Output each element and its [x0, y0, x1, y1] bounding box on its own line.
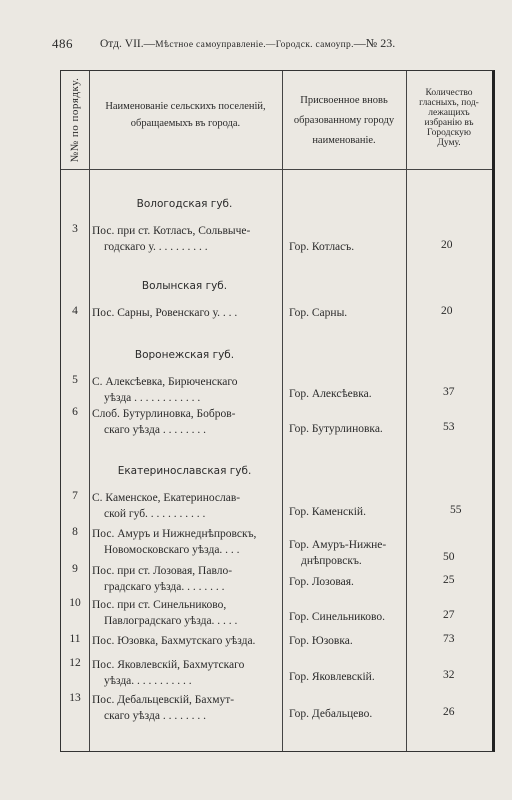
- section-title: Вологодская губ.: [136, 198, 233, 210]
- section-title: Воронежская губ.: [134, 349, 235, 361]
- row-new-name: Гор. Синельниково.: [289, 611, 385, 623]
- header-new-name: [282, 91, 406, 151]
- running-head-part: Мѣстное самоуправленіе.—Городск. самоупр.: [155, 40, 354, 50]
- page-number: 486: [52, 36, 73, 51]
- row-count: 25: [443, 574, 455, 586]
- row-new-name: Гор. Каменскій.: [289, 506, 366, 518]
- column-rule: [89, 71, 90, 751]
- row-new-name: Гор. Яковлевскій.: [289, 671, 375, 683]
- row-new-name: Гор. Амуръ-Нижне- днѣпровскъ.: [289, 539, 387, 567]
- section-title: Волынская губ.: [141, 280, 228, 292]
- row-number: 3: [72, 223, 78, 235]
- row-count: 26: [443, 706, 455, 718]
- row-number: 12: [69, 657, 81, 669]
- header-line: гласныхъ, под-: [419, 97, 479, 108]
- row-name: Пос. Юзовка, Бахмутскаго уѣзда.: [92, 635, 256, 647]
- row-number: 4: [72, 305, 78, 317]
- row-number: 5: [72, 374, 78, 386]
- header-num: №№ по порядку.: [69, 77, 81, 163]
- row-number: 6: [72, 406, 78, 418]
- row-number: 10: [69, 597, 81, 609]
- header-line: Присвоенное вновь: [300, 95, 388, 106]
- header-line: лежащихъ: [428, 107, 470, 118]
- header-line: избранію въ: [424, 117, 474, 128]
- row-new-name: Гор. Сарны.: [289, 307, 348, 319]
- row-number: 13: [69, 692, 81, 704]
- header-line: наименованіе.: [312, 134, 376, 146]
- row-number: 11: [69, 633, 81, 645]
- row-name: Пос. Дебальцевскій, Бахмут- скаго уѣзда . . . . . . . .: [92, 694, 235, 722]
- row-name: С. Алексѣевка, Бирюченскаго уѣзда . . . . . . . . . . . .: [92, 376, 238, 404]
- row-new-name: Гор. Бутурлиновка.: [289, 423, 383, 435]
- row-count: 55: [450, 504, 462, 516]
- header-line: Городскую: [426, 127, 471, 138]
- row-new-name: Гор. Дебальцево.: [289, 708, 373, 720]
- row-count: 73: [443, 633, 455, 645]
- header-name: [89, 99, 282, 133]
- running-head: [100, 36, 395, 51]
- row-name: Слоб. Бутурлиновка, Бобров- скаго уѣзда . . . . . . . .: [92, 408, 236, 436]
- header-rule: [61, 169, 492, 170]
- page-header: [0, 36, 512, 56]
- row-number: 9: [72, 563, 78, 575]
- row-new-name: Гор. Лозовая.: [289, 576, 354, 588]
- row-name: Пос. Амуръ и Нижнеднѣпровскъ, Новомосковскаго уѣзда. . . .: [92, 528, 257, 556]
- row-name: Пос. Сарны, Ровенскаго у. . . .: [92, 307, 238, 319]
- row-count: 37: [443, 386, 455, 398]
- running-head-part: —№ 23.: [353, 36, 396, 50]
- row-count: 20: [441, 305, 453, 317]
- row-new-name: Гор. Алексѣевка.: [289, 388, 372, 400]
- header-line: обращаемыхъ въ города.: [130, 117, 241, 129]
- row-number: 7: [72, 490, 78, 502]
- column-rule: [406, 71, 407, 751]
- section-title: Екатеринославская губ.: [117, 465, 252, 477]
- row-new-name: Гор. Котласъ.: [289, 241, 355, 253]
- header-line: Наименованіе сельскихъ поселеній,: [105, 101, 266, 112]
- row-name: С. Каменское, Екатеринослав- ской губ. . . . . . . . . . .: [92, 492, 241, 520]
- row-name: Пос. при ст. Котласъ, Сольвыче- годскаго у. . . . . . . . . .: [92, 225, 251, 253]
- row-count: 27: [443, 609, 455, 621]
- row-count: 20: [441, 239, 453, 251]
- row-count: 53: [443, 421, 455, 433]
- row-number: 8: [72, 526, 78, 538]
- header-count: [406, 89, 492, 149]
- running-head-part: Отд. VII.—: [100, 38, 156, 50]
- header-line: Количество: [425, 88, 473, 98]
- row-count: 32: [443, 669, 455, 681]
- header-line: Думу.: [437, 137, 461, 148]
- row-count: 50: [443, 551, 455, 563]
- header-line: образованному городу: [293, 114, 395, 126]
- row-new-name: Гор. Юзовка.: [289, 635, 353, 647]
- row-name: Пос. при ст. Синельниково, Павлоградскаго уѣзда. . . . .: [92, 599, 238, 627]
- row-name: Пос. при ст. Лозовая, Павло- градскаго уѣзда. . . . . . . .: [92, 565, 233, 593]
- row-name: Пос. Яковлевскій, Бахмутскаго уѣзда. . . . . . . . . . .: [92, 659, 245, 687]
- column-rule: [282, 71, 283, 751]
